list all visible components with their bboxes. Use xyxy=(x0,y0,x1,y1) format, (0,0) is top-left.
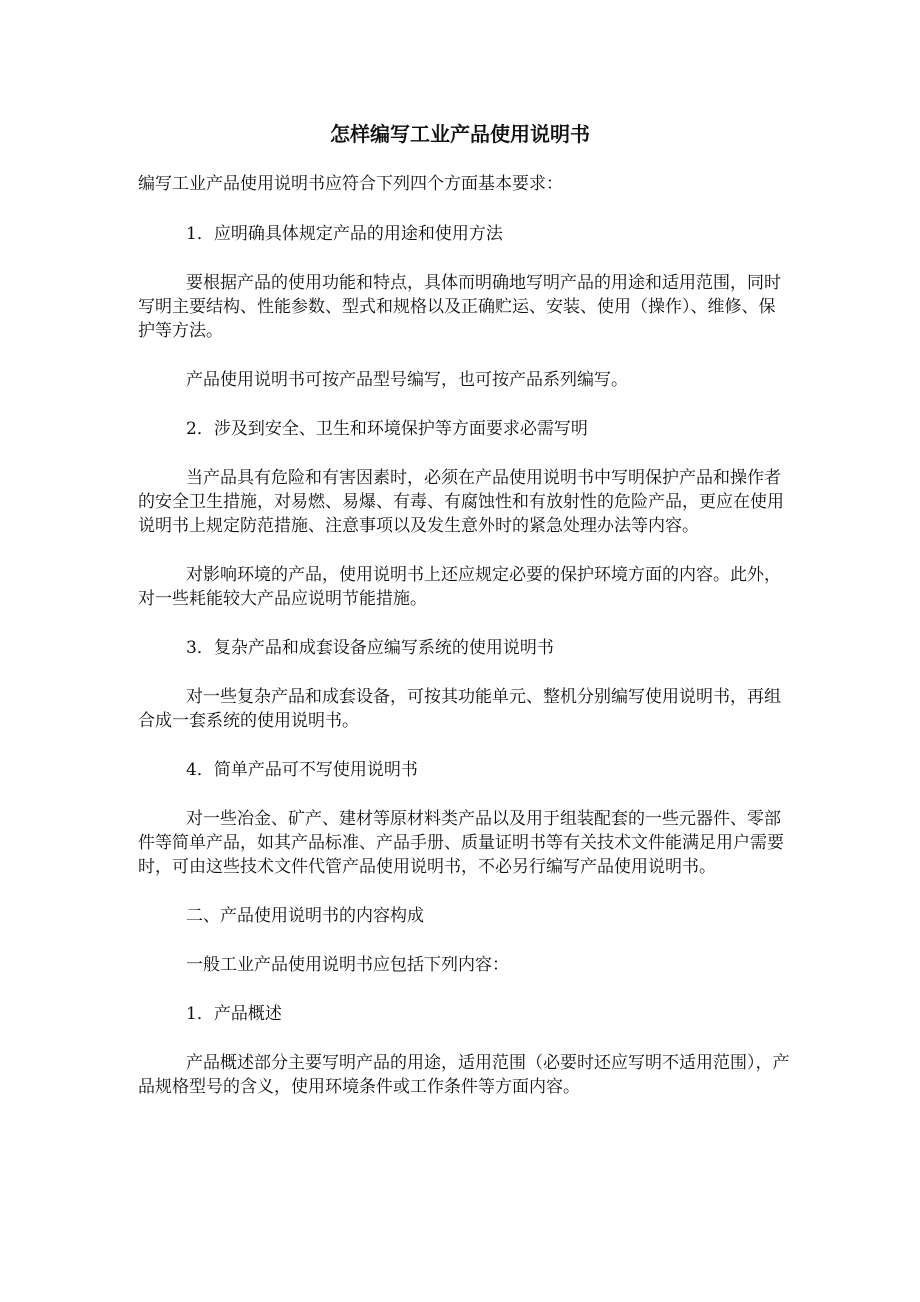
paragraph-model-series: 产品使用说明书可按产品型号编写，也可按产品系列编写。 xyxy=(186,370,628,390)
paragraph-product-overview: 产品概述部分主要写明产品的用途，适用范围（必要时还应写明不适用范围），产品规格型号的含义，使用环境条件或工作条件等方面内容。 xyxy=(138,1053,790,1097)
document-title: 怎样编写工业产品使用说明书 xyxy=(330,122,590,146)
paragraph-simple-products: 对一些冶金、矿产、建材等原材料类产品以及用于组装配套的一些元器件、零部件等简单产品，如其产品标准、产品手册、质量证明书等有关技术文件能满足用户需要时，可由这些技术文件代管产品使用说明书，不必另行编写产品使用说明书。 xyxy=(138,809,784,877)
heading-product-overview: 1．产品概述 xyxy=(186,1004,282,1024)
section-2-heading: 二、产品使用说明书的内容构成 xyxy=(186,906,424,926)
paragraph-complex-products: 对一些复杂产品和成套设备，可按其功能单元、整机分别编写使用说明书，再组合成一套系统的使用说明书。 xyxy=(138,687,781,731)
heading-3-complex-products: 3．复杂产品和成套设备应编写系统的使用说明书 xyxy=(186,638,554,658)
paragraph-safety-detail: 当产品具有危险和有害因素时，必须在产品使用说明书中写明保护产品和操作者的安全卫生措施，对易燃、易爆、有毒、有腐蚀性和有放射性的危险产品，更应在使用说明书上规定防范措施、注意事项以及发生意外时的紧急处理办法等内容。 xyxy=(138,468,784,536)
paragraph-environment: 对影响环境的产品，使用说明书上还应规定必要的保护环境方面的内容。此外，对一些耗能较大产品应说明节能措施。 xyxy=(138,565,781,609)
paragraph-usage-detail: 要根据产品的使用功能和特点，具体而明确地写明产品的用途和适用范围，同时写明主要结构、性能参数、型式和规格以及正确贮运、安装、使用（操作）、维修、保护等方法。 xyxy=(138,273,781,341)
heading-2-safety: 2．涉及到安全、卫生和环境保护等方面要求必需写明 xyxy=(186,419,588,439)
heading-4-simple-products: 4．简单产品可不写使用说明书 xyxy=(186,760,418,780)
heading-1-usage: 1．应明确具体规定产品的用途和使用方法 xyxy=(186,224,503,244)
intro-paragraph: 编写工业产品使用说明书应符合下列四个方面基本要求： xyxy=(138,174,563,194)
paragraph-contents-intro: 一般工业产品使用说明书应包括下列内容： xyxy=(186,955,509,975)
